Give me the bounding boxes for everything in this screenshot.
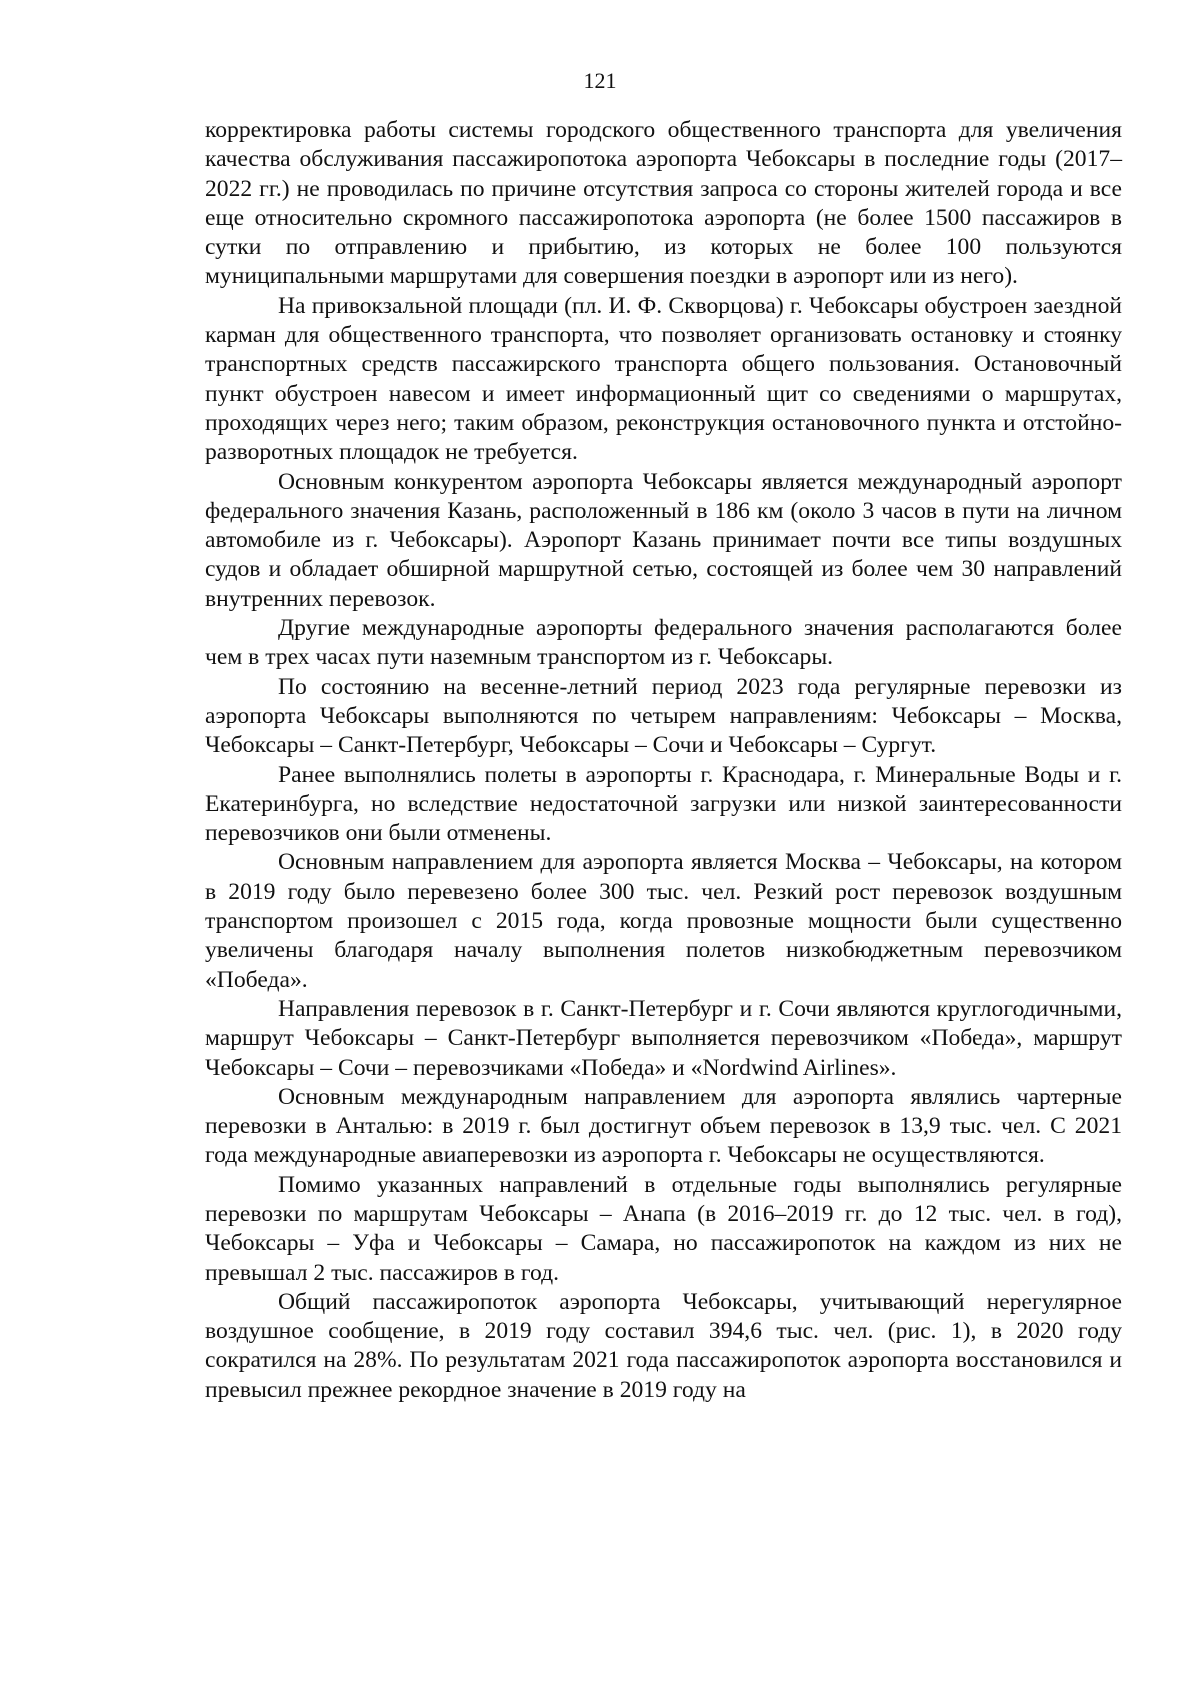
paragraph-5: По состоянию на весенне-летний период 2023 года регулярные перевозки из аэропорта Чебоксары выполняются по четырем направлениям: Чебоксары – Москва, Чебоксары – Санкт-Петербург, Чебоксары – Сочи и Чебоксары – Сургут. bbox=[205, 673, 1122, 759]
paragraph-10: Помимо указанных направлений в отдельные годы выполнялись регулярные перевозки по маршрутам Чебоксары – Анапа (в 2016–2019 гг. до 12 тыс. чел. в год), Чебоксары – Уфа и Чебоксары – Самара, но пассажиропоток на каждом из них не превышал 2 тыс. пассажиров в год. bbox=[205, 1171, 1122, 1286]
paragraph-11: Общий пассажиропоток аэропорта Чебоксары, учитывающий нерегулярное воздушное сообщение, в 2019 году составил 394,6 тыс. чел. (рис. 1), в 2020 году сократился на 28%. По результатам 2021 года пассажиропоток аэропорта восстановился и превысил прежнее рекордное значение в 2019 году на bbox=[205, 1288, 1122, 1403]
page-number: 121 bbox=[583, 68, 617, 93]
paragraph-8: Направления перевозок в г. Санкт-Петербург и г. Сочи являются круглогодичными, маршрут Чебоксары – Санкт-Петербург выполняется перевозчиком «Победа», маршрут Чебоксары – Сочи – перевозчиками «Победа» и «Nordwind Airlines». bbox=[205, 995, 1122, 1081]
paragraph-7: Основным направлением для аэропорта является Москва – Чебоксары, на котором в 2019 году было перевезено более 300 тыс. чел. Резкий рост перевозок воздушным транспортом произошел с 2015 года, когда провозные мощности были существенно увеличены благодаря началу выполнения полетов низкобюджетным перевозчиком «Победа». bbox=[205, 849, 1122, 993]
paragraph-6: Ранее выполнялись полеты в аэропорты г. Краснодара, г. Минеральные Воды и г. Екатеринбурга, но вследствие недостаточной загрузки или низкой заинтересованности перевозчиков они были отменены. bbox=[205, 761, 1122, 847]
document-body bbox=[205, 116, 1122, 1405]
paragraph-2: На привокзальной площади (пл. И. Ф. Скворцова) г. Чебоксары обустроен заездной карман для общественного транспорта, что позволяет организовать остановку и стоянку транспортных средств пассажирского транспорта общего пользования. Остановочный пункт обустроен навесом и имеет информационный щит со сведениями о маршрутах, проходящих через него; таким образом, реконструкция остановочного пункта и отстойно-разворотных площадок не требуется. bbox=[205, 292, 1122, 466]
paragraph-9: Основным международным направлением для аэропорта являлись чартерные перевозки в Анталью: в 2019 г. был достигнут объем перевозок в 13,9 тыс. чел. С 2021 года международные авиаперевозки из аэропорта г. Чебоксары не осуществляются. bbox=[205, 1083, 1122, 1169]
paragraph-1: корректировка работы системы городского общественного транспорта для увеличения качества обслуживания пассажиропотока аэропорта Чебоксары в последние годы (2017–2022 гг.) не проводилась по причине отсутствия запроса со стороны жителей города и все еще относительно скромного пассажиропотока аэропорта (не более 1500 пассажиров в сутки по отправлению и прибытию, из которых не более 100 пользуются муниципальными маршрутами для совершения поездки в аэропорт или из него). bbox=[205, 117, 1122, 290]
paragraph-4: Другие международные аэропорты федерального значения располагаются более чем в трех часах пути наземным транспортом из г. Чебоксары. bbox=[205, 615, 1122, 671]
paragraph-3: Основным конкурентом аэропорта Чебоксары является международный аэропорт федерального значения Казань, расположенный в 186 км (около 3 часов в пути на личном автомобиле из г. Чебоксары). Аэропорт Казань принимает почти все типы воздушных судов и обладает обширной маршрутной сетью, состоящей из более чем 30 направлений внутренних перевозок. bbox=[205, 468, 1122, 612]
